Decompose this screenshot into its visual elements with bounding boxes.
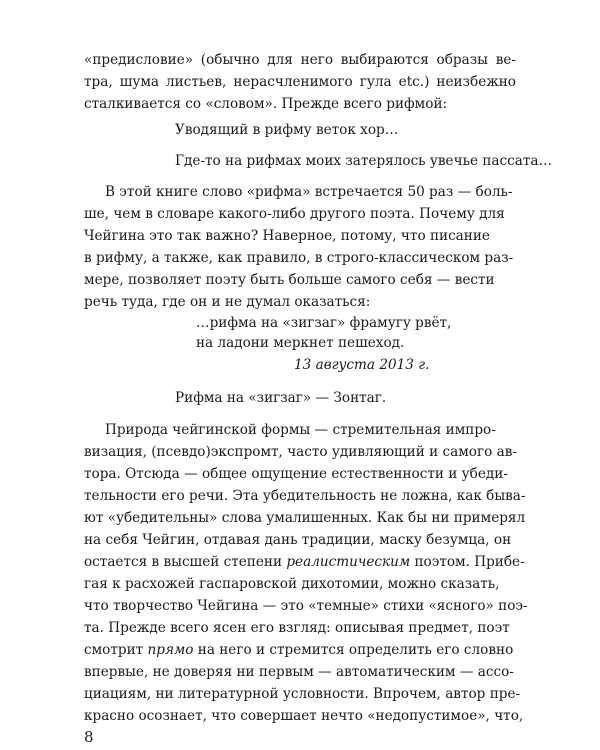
page-number: 8: [84, 728, 94, 746]
verse-quote: на ладони меркнет пешеход.: [196, 335, 405, 351]
text-line: красно осознает, что совершает нечто «недопустимое», что,: [84, 708, 524, 724]
text-line: тра, шума листьев, нерасчленимого гула etc.) неизбежно: [84, 74, 516, 90]
text-line: в рифму, а также, как правило, в строго-классическом раз-: [84, 250, 514, 266]
text-line: циациям, ни литературной условности. Впрочем, автор пре-: [84, 686, 521, 702]
text-line: мере, позволяет поэту быть больше самого себя — вести: [84, 272, 495, 288]
text-line: «предисловие» (обычно для него выбираются образы ве-: [84, 52, 516, 68]
text-line: [84, 552, 525, 572]
text-line: впервые, не доверяя ни первым — автоматическим — ассо-: [84, 664, 514, 680]
text-line: на себя Чейгин, отдавая дань традиции, маску безумца, он: [84, 532, 512, 548]
verse-quote: Рифма на «зигзаг» — Зонтаг.: [175, 390, 387, 406]
text-run: смотрит: [84, 642, 144, 658]
text-line: речь туда, где он и не думал оказаться:: [84, 294, 371, 310]
emphasis: прямо: [147, 642, 194, 658]
verse-quote: Уводящий в рифму веток хор…: [175, 122, 399, 138]
text-run: на него и стремится определить его словно: [193, 642, 514, 658]
text-line: В этой книге слово «рифма» встречается 50 раз — боль-: [105, 184, 513, 200]
text-line: сталкивается со «словом». Прежде всего рифмой:: [84, 96, 448, 112]
text-line: тельности его речи. Эта убедительность не ложна, как быва-: [84, 488, 526, 504]
text-line: визация, (псевдо)экспромт, часто удивляющий и самого ав-: [84, 444, 517, 460]
text-run: поэтом. Прибе-: [410, 554, 525, 570]
text-line: [84, 640, 513, 660]
verse-quote: Где-то на рифмах моих затерялось увечье пассата…: [175, 153, 553, 169]
text-line: что творчество Чейгина — это «темные» стихи «ясного» поэ-: [84, 598, 528, 614]
text-line: тора. Отсюда — общее ощущение естественности и убеди-: [84, 466, 508, 482]
text-line: Природа чейгинской формы — стремительная импро-: [105, 422, 496, 438]
emphasis: реалистическим: [286, 554, 411, 570]
text-run: остается в высшей степени: [84, 554, 283, 570]
text-line: ют «убедительны» слова умалишенных. Как бы ни примерял: [84, 510, 526, 526]
verse-date: 13 августа 2013 г.: [294, 357, 430, 373]
text-line: та. Прежде всего ясен его взгляд: описывая предмет, поэт: [84, 620, 510, 636]
text-line: ше, чем в словаре какого-либо другого поэта. Почему для: [84, 206, 505, 222]
text-line: гая к расхожей гаспаровской дихотомии, можно сказать,: [84, 576, 500, 592]
text-line: Чейгина это так важно? Наверное, потому, что писание: [84, 228, 490, 244]
verse-quote: …рифма на «зигзаг» фрамугу рвёт,: [196, 315, 452, 331]
